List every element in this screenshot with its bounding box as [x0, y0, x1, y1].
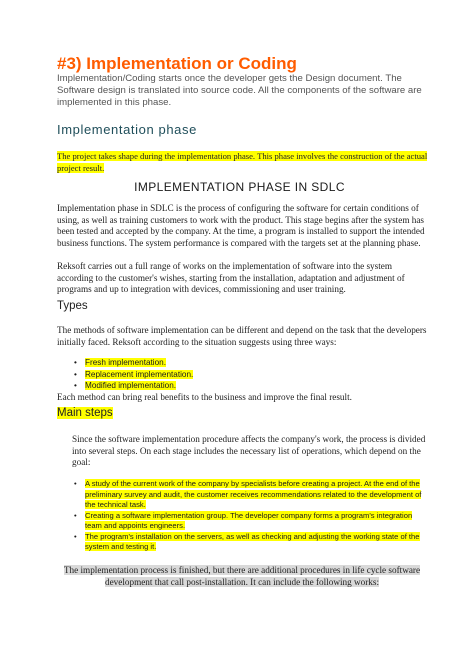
types-paragraph: The methods of software implementation can be different and depend on the task that the developers initially faced. Reksoft according to the situation suggests using three ways: [57, 325, 427, 347]
types-list [58, 357, 193, 392]
steps-list [58, 479, 430, 553]
list-item: • Modified implementation. [74, 381, 177, 391]
list-item: • A study of the current work of the company by specialists before creating a project. At the end of the preliminary survey and audit, the customer receives recommendations related to the development of the technical task. [74, 479, 422, 509]
list-item: • Creating a software implementation group. The developer company forms a program's integration team and appoints engineers. [74, 510, 413, 530]
final-paragraph: The implementation process is finished, but there are additional procedures in life cycle software development that call post-installation. It can include the following works: [63, 565, 421, 587]
reksoft-paragraph: Reksoft carries out a full range of works on the implementation of software into the system according to the customer's wishes, starting from the installation, adaptation and adjustment of programs and up to integration with devices, commissioning and user training. [57, 261, 405, 295]
bullet-icon: • [74, 369, 77, 379]
main-steps-heading: Main steps [57, 407, 113, 419]
types-heading: Types [57, 300, 88, 312]
list-item: • The program's installation on the servers, as well as checking and adjusting the working state of the system and testing it. [74, 531, 420, 551]
types-benefit-text: Each method can bring real benefits to the business and improve the final result. [57, 392, 352, 402]
list-item: • Fresh implementation. [74, 358, 166, 367]
bullet-icon: • [74, 479, 77, 488]
intro-paragraph: Implementation/Coding starts once the developer gets the Design document. The Software design is translated into source code. All the components of the software are implemented in this phase. [57, 73, 422, 109]
sdlc-heading: IMPLEMENTATION PHASE IN SDLC [134, 180, 345, 194]
phase-highlight-paragraph [57, 150, 429, 174]
highlighted-text: The project takes shape during the implementation phase. This phase involves the construction of the actual project result. [57, 151, 428, 173]
bullet-icon: • [74, 381, 77, 391]
implementation-phase-heading: Implementation phase [57, 122, 197, 137]
bullet-icon: • [74, 358, 77, 367]
bullet-icon: • [74, 510, 77, 520]
list-item: • Replacement implementation. [74, 369, 194, 379]
page-title: #3) Implementation or Coding [57, 54, 297, 73]
steps-paragraph: Since the software implementation procedure affects the company's work, the process is divided into several steps. On each stage includes the necessary list of operations, which depend on the goal: [72, 434, 426, 468]
bullet-icon: • [74, 531, 77, 541]
sdlc-paragraph: Implementation phase in SDLC is the process of configuring the software for certain conditions of using, as well as training customers to work with the product. This stage begins after the system has been tested and accepted by the company. At the time, a program is installed to support the intended business functions. The system performance is compared with the targets set at the planning phase. [57, 203, 425, 248]
